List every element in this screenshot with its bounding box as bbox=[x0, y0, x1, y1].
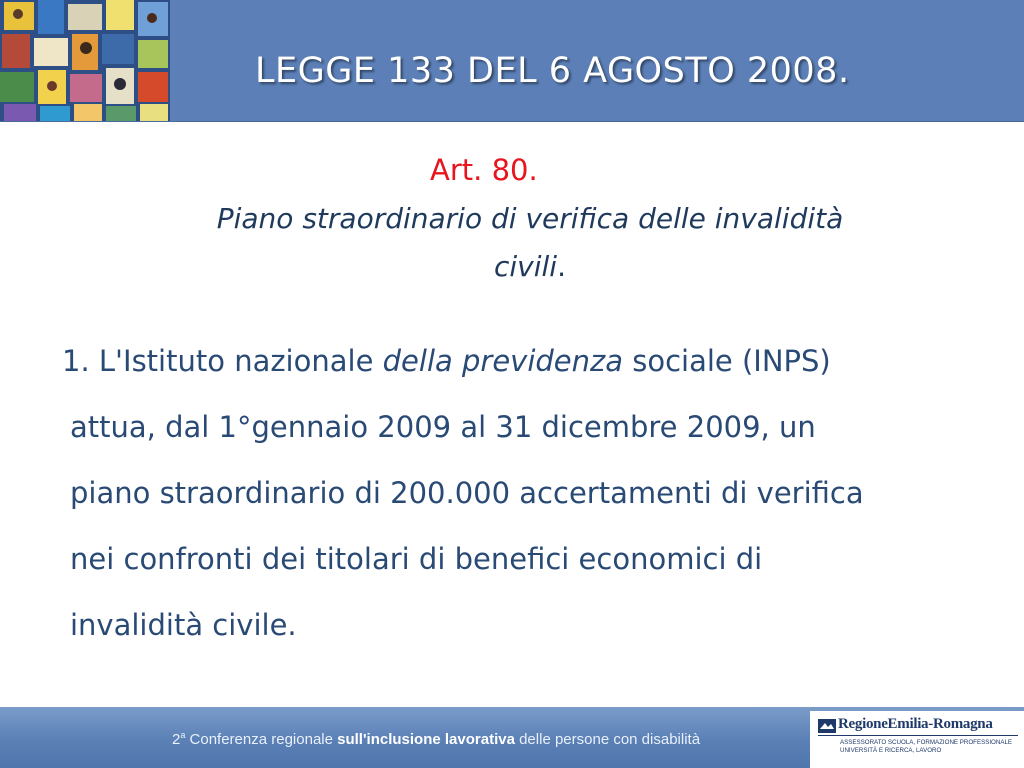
slide-header bbox=[0, 0, 1024, 122]
article-subtitle-dot: . bbox=[557, 250, 566, 283]
footer-ordinal-sup: a bbox=[180, 730, 186, 740]
article-subtitle-end: civili bbox=[494, 250, 558, 283]
body-line-3: piano straordinario di 200.000 accertamenti di verifica bbox=[70, 476, 864, 510]
regione-logo bbox=[810, 711, 1024, 768]
regione-logo-icon bbox=[818, 719, 836, 733]
footer-conference-title bbox=[172, 730, 700, 748]
regione-logo-subtitle: ASSESSORATO SCUOLA, FORMAZIONE PROFESSIONALE UNIVERSITÀ E RICERCA, LAVORO bbox=[840, 739, 1013, 754]
article-subtitle-main: Piano straordinario di verifica delle invalidità bbox=[216, 202, 844, 235]
article-subtitle bbox=[70, 195, 990, 291]
article-body bbox=[62, 328, 1000, 658]
article-number: Art. 80. bbox=[430, 153, 538, 187]
regione-logo-rule bbox=[818, 735, 1018, 736]
body-line-5: invalidità civile. bbox=[70, 608, 297, 642]
header-collage-image bbox=[0, 0, 170, 121]
footer-text-pre: Conferenza regionale bbox=[185, 731, 338, 748]
body-line-1 bbox=[62, 328, 1000, 394]
footer-text-bold: sull'inclusione lavorativa bbox=[337, 731, 515, 748]
footer-ordinal: 2 bbox=[172, 731, 181, 748]
footer-text-post: delle persone con disabilità bbox=[514, 731, 701, 748]
body-line-1-prefix: 1. L'Istituto nazionale bbox=[62, 344, 383, 378]
slide-title: LEGGE 133 DEL 6 AGOSTO 2008. bbox=[255, 51, 850, 91]
regione-logo-name: RegioneEmilia-Romagna bbox=[838, 716, 993, 732]
body-line-4: nei confronti dei titolari di benefici economici di bbox=[70, 542, 763, 576]
body-line-2: attua, dal 1°gennaio 2009 al 31 dicembre 2009, un bbox=[70, 410, 816, 444]
body-line-1-suffix: sociale (INPS) bbox=[623, 344, 831, 378]
body-line-1-italic: della previdenza bbox=[382, 344, 624, 378]
